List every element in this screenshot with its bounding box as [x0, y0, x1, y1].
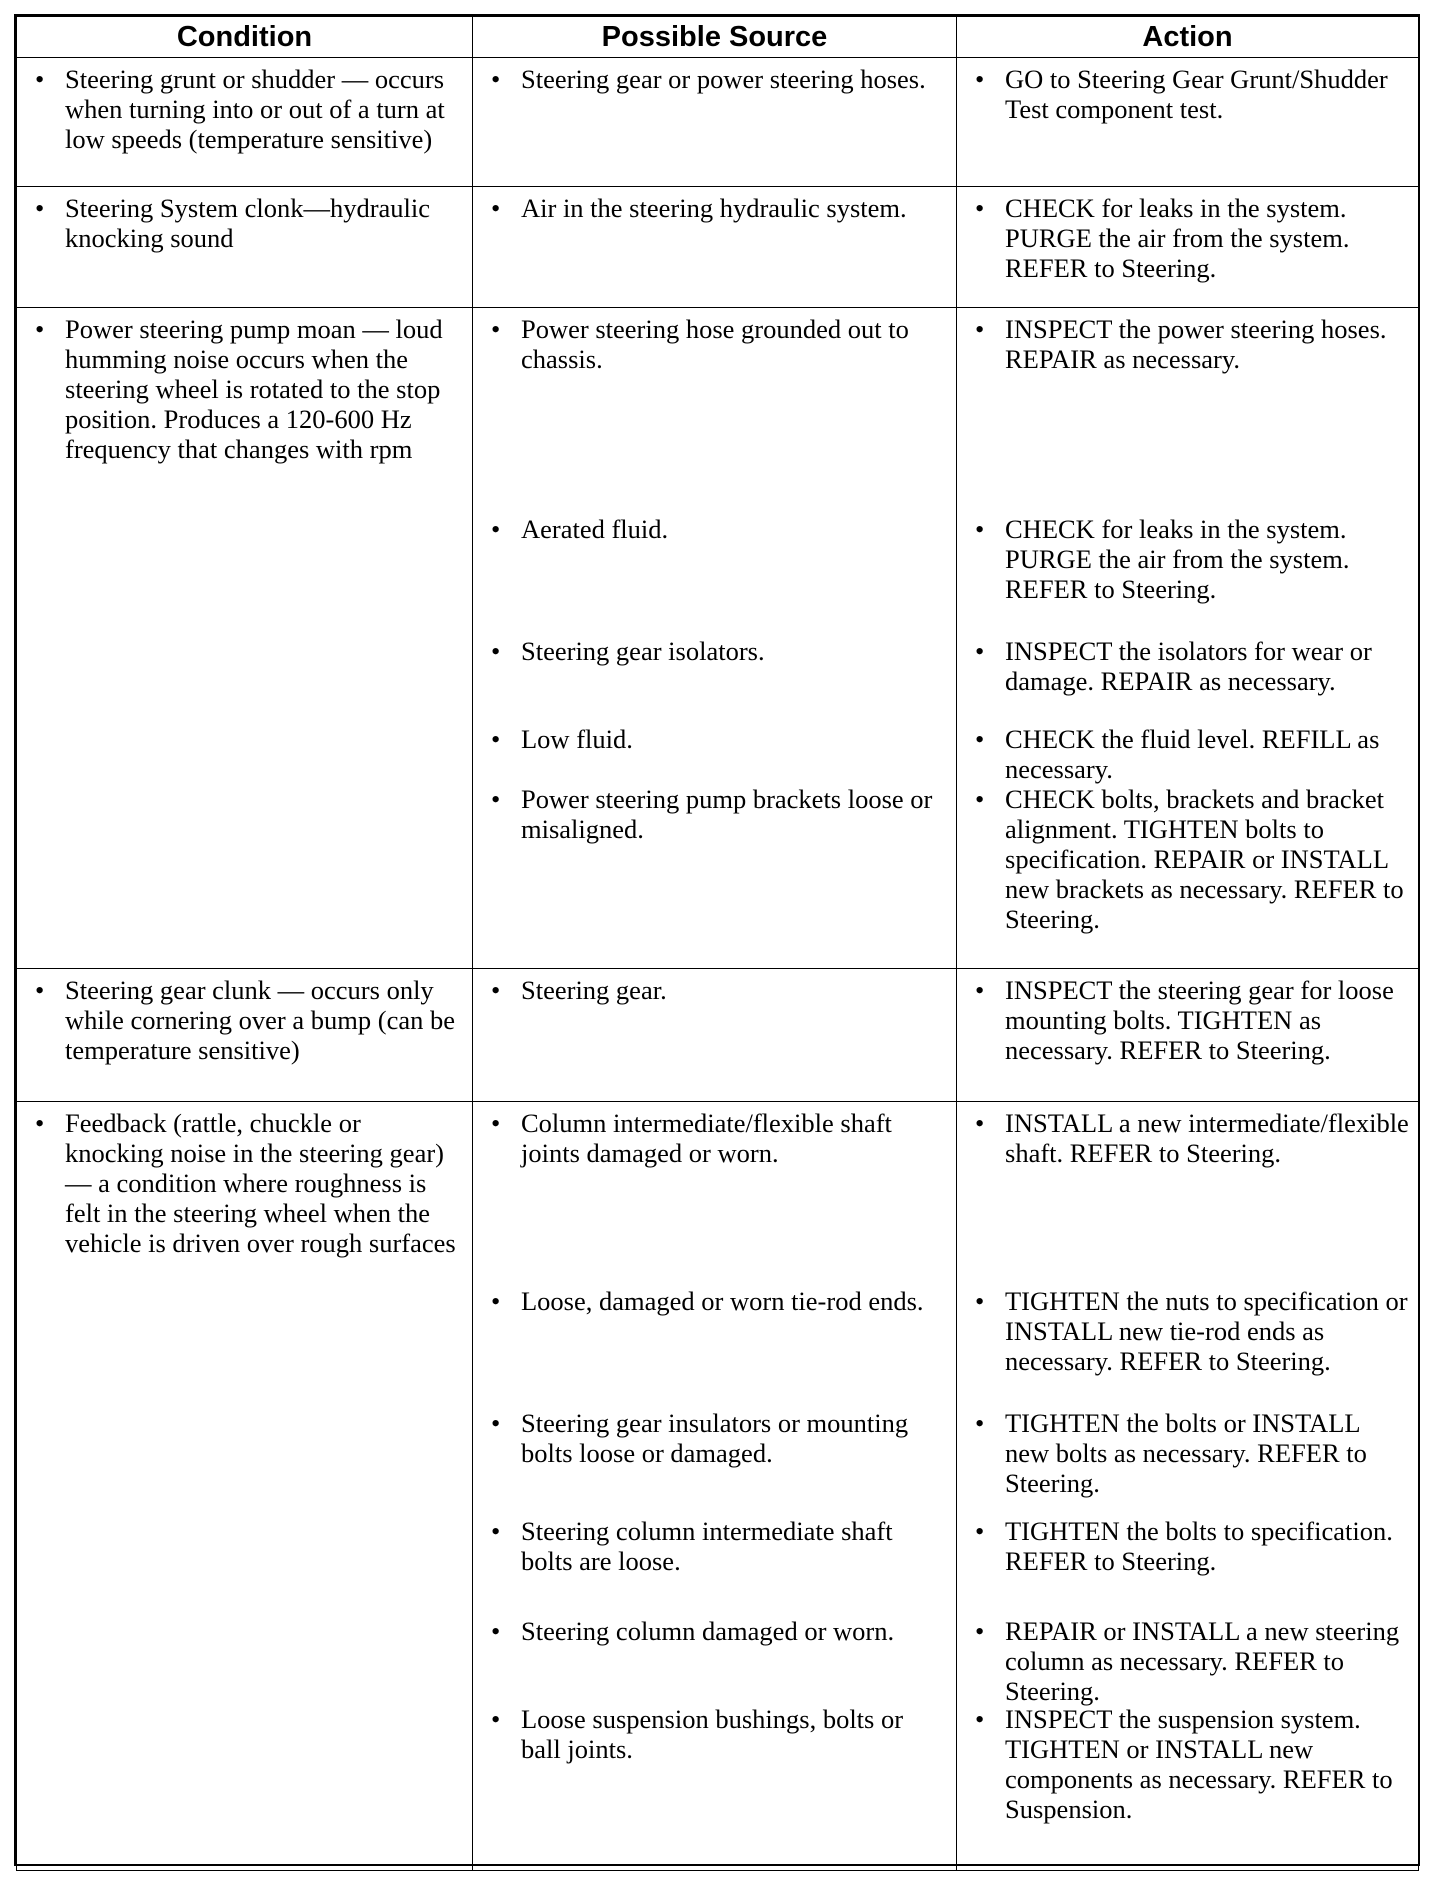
action-item-text: INSTALL a new intermediate/flexible shaft. REFER to Steering.: [1005, 1108, 1409, 1168]
action-item: [965, 975, 1410, 1065]
bullet-marker: •: [491, 636, 501, 666]
action-item: [965, 1616, 1410, 1706]
bullet-marker: •: [35, 193, 45, 223]
diagnosis-table-frame: [14, 14, 1420, 1866]
bullet-marker: •: [491, 1408, 501, 1438]
possible-source-cell: [473, 187, 957, 308]
bullet-marker: •: [35, 975, 45, 1005]
bullet-marker: •: [491, 724, 501, 754]
bullet-marker: •: [491, 1108, 501, 1138]
action-item: [965, 514, 1410, 604]
action-item: [965, 314, 1410, 374]
condition-item: [25, 193, 464, 253]
condition-cell: [17, 187, 473, 308]
possible-source-cell: [473, 58, 957, 187]
source-item: [481, 1616, 948, 1646]
table-row: [17, 58, 1419, 187]
bullet-marker: •: [491, 1286, 501, 1316]
source-item: [481, 1286, 948, 1316]
bullet-marker: •: [35, 1108, 45, 1138]
possible-source-cell: [473, 308, 957, 969]
possible-source-cell: [473, 1102, 957, 1871]
bullet-marker: •: [975, 724, 985, 754]
action-cell: [957, 1102, 1419, 1871]
action-item-text: INSPECT the power steering hoses. REPAIR as necessary.: [1005, 314, 1387, 374]
action-item: [965, 1704, 1410, 1824]
bullet-marker: •: [975, 1408, 985, 1438]
source-item-text: Steering gear insulators or mounting bolts loose or damaged.: [521, 1408, 909, 1468]
action-item: [965, 1108, 1410, 1168]
bullet-marker: •: [975, 1108, 985, 1138]
condition-cell: [17, 1102, 473, 1871]
source-item-text: Power steering hose grounded out to chassis.: [521, 314, 909, 374]
source-item: [481, 1516, 948, 1576]
action-item-text: INSPECT the steering gear for loose mounting bolts. TIGHTEN as necessary. REFER to Steering.: [1005, 975, 1394, 1065]
source-item: [481, 636, 948, 666]
action-item: [965, 1286, 1410, 1376]
bullet-marker: •: [491, 1616, 501, 1646]
action-item-text: INSPECT the isolators for wear or damage. REPAIR as necessary.: [1005, 636, 1372, 696]
source-item: [481, 1408, 948, 1468]
source-item: [481, 314, 948, 374]
bullet-marker: •: [491, 514, 501, 544]
source-item-text: Steering gear isolators.: [521, 636, 765, 666]
source-item-text: Loose suspension bushings, bolts or ball joints.: [521, 1704, 904, 1764]
condition-cell: [17, 58, 473, 187]
bullet-marker: •: [35, 314, 45, 344]
action-cell: [957, 187, 1419, 308]
action-cell: [957, 58, 1419, 187]
action-cell: [957, 308, 1419, 969]
action-item: [965, 1408, 1410, 1498]
bullet-marker: •: [491, 193, 501, 223]
bullet-marker: •: [491, 784, 501, 814]
action-item-text: INSPECT the suspension system. TIGHTEN or INSTALL new components as necessary. REFER to Suspension.: [1005, 1704, 1393, 1824]
source-item: [481, 514, 948, 544]
condition-item-text: Feedback (rattle, chuckle or knocking noise in the steering gear) — a condition where roughness is felt in the steering wheel when the vehicle is driven over rough surfaces: [65, 1108, 456, 1258]
header-possible-source: Possible Source: [473, 17, 957, 58]
header-action: Action: [957, 17, 1419, 58]
bullet-marker: •: [975, 1704, 985, 1734]
bullet-marker: •: [975, 1286, 985, 1316]
action-item-text: GO to Steering Gear Grunt/Shudder Test component test.: [1005, 64, 1388, 124]
action-item: [965, 784, 1410, 934]
action-item-text: TIGHTEN the bolts or INSTALL new bolts as necessary. REFER to Steering.: [1005, 1408, 1367, 1498]
source-item-text: Steering column intermediate shaft bolts are loose.: [521, 1516, 893, 1576]
source-item: [481, 724, 948, 754]
action-item: [965, 636, 1410, 696]
source-item-text: Column intermediate/flexible shaft joints damaged or worn.: [521, 1108, 892, 1168]
bullet-marker: •: [975, 1616, 985, 1646]
action-item-text: REPAIR or INSTALL a new steering column as necessary. REFER to Steering.: [1005, 1616, 1400, 1706]
condition-item-text: Steering System clonk—hydraulic knocking sound: [65, 193, 431, 253]
action-item-text: TIGHTEN the bolts to specification. REFER to Steering.: [1005, 1516, 1393, 1576]
bullet-marker: •: [975, 636, 985, 666]
header-row: [17, 17, 1419, 58]
action-item-text: TIGHTEN the nuts to specification or INSTALL new tie-rod ends as necessary. REFER to Steering.: [1005, 1286, 1408, 1376]
action-item: [965, 64, 1410, 124]
source-item: [481, 1108, 948, 1168]
action-item: [965, 724, 1410, 784]
condition-item: [25, 314, 464, 464]
diagnosis-table: [16, 16, 1419, 1871]
bullet-marker: •: [491, 314, 501, 344]
source-item-text: Steering gear.: [521, 975, 667, 1005]
condition-item: [25, 975, 464, 1065]
bullet-marker: •: [975, 193, 985, 223]
condition-item-text: Power steering pump moan — loud humming noise occurs when the steering wheel is rotated to the stop position. Produces a 120-600 Hz frequency that changes with rpm: [65, 314, 443, 464]
action-cell: [957, 969, 1419, 1102]
source-item: [481, 1704, 948, 1764]
table-row: [17, 969, 1419, 1102]
action-item: [965, 1516, 1410, 1576]
source-item: [481, 193, 948, 223]
condition-cell: [17, 969, 473, 1102]
table-row: [17, 1102, 1419, 1871]
bullet-marker: •: [975, 64, 985, 94]
bullet-marker: •: [491, 1704, 501, 1734]
source-item: [481, 64, 948, 94]
source-item: [481, 975, 948, 1005]
condition-item-text: Steering gear clunk — occurs only while cornering over a bump (can be temperature sensitive): [65, 975, 455, 1065]
possible-source-cell: [473, 969, 957, 1102]
bullet-marker: •: [491, 1516, 501, 1546]
bullet-marker: •: [975, 784, 985, 814]
bullet-marker: •: [35, 64, 45, 94]
action-item-text: CHECK for leaks in the system. PURGE the air from the system. REFER to Steering.: [1005, 193, 1350, 283]
condition-cell: [17, 308, 473, 969]
source-item-text: Air in the steering hydraulic system.: [521, 193, 907, 223]
condition-item: [25, 1108, 464, 1258]
source-item-text: Steering column damaged or worn.: [521, 1616, 895, 1646]
action-item-text: CHECK the fluid level. REFILL as necessary.: [1005, 724, 1380, 784]
header-condition: Condition: [17, 17, 473, 58]
source-item-text: Power steering pump brackets loose or misaligned.: [521, 784, 933, 844]
bullet-marker: •: [491, 64, 501, 94]
bullet-marker: •: [975, 514, 985, 544]
action-item: [965, 193, 1410, 283]
source-item: [481, 784, 948, 844]
table-row: [17, 187, 1419, 308]
source-item-text: Low fluid.: [521, 724, 633, 754]
source-item-text: Loose, damaged or worn tie-rod ends.: [521, 1286, 924, 1316]
condition-item: [25, 64, 464, 154]
action-item-text: CHECK for leaks in the system. PURGE the air from the system. REFER to Steering.: [1005, 514, 1350, 604]
action-item-text: CHECK bolts, brackets and bracket alignment. TIGHTEN bolts to specification. REPAIR or INSTALL new brackets as necessary. REFER to Steering.: [1005, 784, 1404, 934]
bullet-marker: •: [975, 975, 985, 1005]
source-item-text: Aerated fluid.: [521, 514, 669, 544]
source-item-text: Steering gear or power steering hoses.: [521, 64, 926, 94]
table-row: [17, 308, 1419, 969]
bullet-marker: •: [975, 1516, 985, 1546]
bullet-marker: •: [491, 975, 501, 1005]
condition-item-text: Steering grunt or shudder — occurs when turning into or out of a turn at low speeds (temperature sensitive): [65, 64, 445, 154]
bullet-marker: •: [975, 314, 985, 344]
